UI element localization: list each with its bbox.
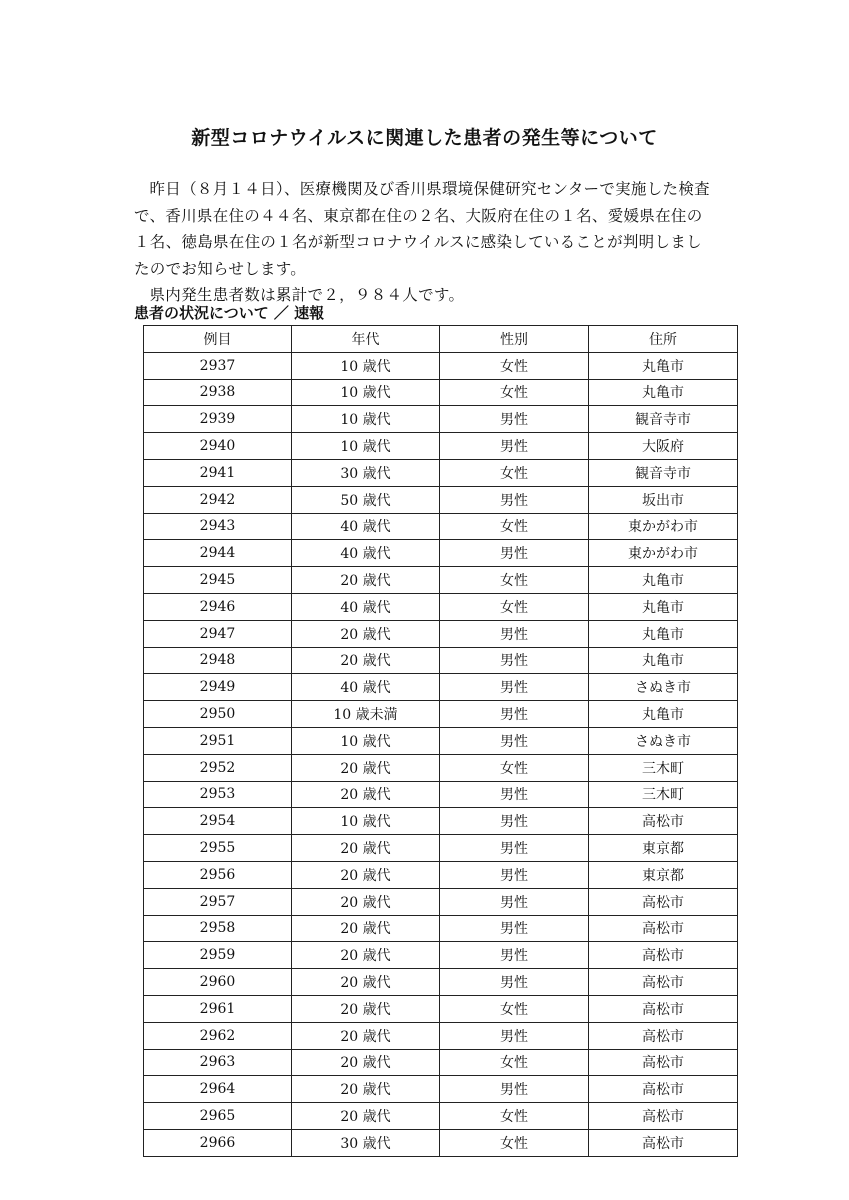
- table-row: [144, 1129, 738, 1156]
- sex-cell: 女性: [440, 593, 589, 620]
- sex-cell: 女性: [440, 459, 589, 486]
- case-number-cell: 2949: [144, 674, 292, 701]
- sex-cell: 男性: [440, 861, 589, 888]
- age-cell: 20 歳代: [292, 647, 440, 674]
- table-row: [144, 808, 738, 835]
- case-number-cell: 2950: [144, 701, 292, 728]
- age-cell: 10 歳代: [292, 808, 440, 835]
- column-header-residence: 住所: [589, 326, 738, 353]
- sex-cell: 女性: [440, 1129, 589, 1156]
- age-cell: 40 歳代: [292, 674, 440, 701]
- column-header-sex: 性別: [440, 326, 589, 353]
- residence-cell: さぬき市: [589, 674, 738, 701]
- residence-cell: 高松市: [589, 995, 738, 1022]
- case-number-cell: 2954: [144, 808, 292, 835]
- announcement-body: [134, 176, 714, 309]
- residence-cell: 高松市: [589, 969, 738, 996]
- case-number-cell: 2939: [144, 406, 292, 433]
- sex-cell: 男性: [440, 701, 589, 728]
- sex-cell: 女性: [440, 1049, 589, 1076]
- sex-cell: 男性: [440, 727, 589, 754]
- case-number-cell: 2958: [144, 915, 292, 942]
- case-number-cell: 2964: [144, 1076, 292, 1103]
- table-row: [144, 513, 738, 540]
- age-cell: 10 歳代: [292, 352, 440, 379]
- sex-cell: 女性: [440, 754, 589, 781]
- table-row: [144, 567, 738, 594]
- case-number-cell: 2941: [144, 459, 292, 486]
- sex-cell: 男性: [440, 915, 589, 942]
- page-title: 新型コロナウイルスに関連した患者の発生等について: [191, 127, 658, 149]
- case-number-cell: 2945: [144, 567, 292, 594]
- residence-cell: 観音寺市: [589, 406, 738, 433]
- age-cell: 40 歳代: [292, 593, 440, 620]
- age-cell: 10 歳代: [292, 727, 440, 754]
- case-number-cell: 2937: [144, 352, 292, 379]
- case-number-cell: 2946: [144, 593, 292, 620]
- table-row: [144, 647, 738, 674]
- case-number-cell: 2948: [144, 647, 292, 674]
- case-number-cell: 2956: [144, 861, 292, 888]
- case-number-cell: 2942: [144, 486, 292, 513]
- age-cell: 20 歳代: [292, 915, 440, 942]
- case-number-cell: 2940: [144, 433, 292, 460]
- residence-cell: 三木町: [589, 781, 738, 808]
- age-cell: 20 歳代: [292, 1022, 440, 1049]
- table-row: [144, 701, 738, 728]
- age-cell: 10 歳代: [292, 406, 440, 433]
- case-number-cell: 2963: [144, 1049, 292, 1076]
- table-row: [144, 915, 738, 942]
- table-row: [144, 1076, 738, 1103]
- age-cell: 10 歳代: [292, 433, 440, 460]
- residence-cell: 丸亀市: [589, 593, 738, 620]
- table-row: [144, 352, 738, 379]
- table-row: [144, 727, 738, 754]
- sex-cell: 男性: [440, 781, 589, 808]
- residence-cell: 大阪府: [589, 433, 738, 460]
- sex-cell: 男性: [440, 969, 589, 996]
- age-cell: 20 歳代: [292, 620, 440, 647]
- case-number-cell: 2943: [144, 513, 292, 540]
- table-row: [144, 674, 738, 701]
- residence-cell: 丸亀市: [589, 352, 738, 379]
- sex-cell: 女性: [440, 995, 589, 1022]
- residence-cell: 高松市: [589, 1022, 738, 1049]
- case-number-cell: 2957: [144, 888, 292, 915]
- residence-cell: さぬき市: [589, 727, 738, 754]
- case-number-cell: 2962: [144, 1022, 292, 1049]
- section-heading: 患者の状況について ／ 速報: [134, 304, 325, 322]
- case-number-cell: 2947: [144, 620, 292, 647]
- residence-cell: 高松市: [589, 808, 738, 835]
- sex-cell: 男性: [440, 406, 589, 433]
- case-number-cell: 2961: [144, 995, 292, 1022]
- age-cell: 40 歳代: [292, 540, 440, 567]
- table-row: [144, 781, 738, 808]
- sex-cell: 男性: [440, 1076, 589, 1103]
- age-cell: 10 歳代: [292, 379, 440, 406]
- table-row: [144, 1103, 738, 1130]
- residence-cell: 坂出市: [589, 486, 738, 513]
- residence-cell: 観音寺市: [589, 459, 738, 486]
- sex-cell: 男性: [440, 835, 589, 862]
- age-cell: 20 歳代: [292, 1076, 440, 1103]
- case-number-cell: 2960: [144, 969, 292, 996]
- table-row: [144, 1049, 738, 1076]
- table-row: [144, 754, 738, 781]
- residence-cell: 東京都: [589, 835, 738, 862]
- case-number-cell: 2951: [144, 727, 292, 754]
- table-row: [144, 379, 738, 406]
- age-cell: 40 歳代: [292, 513, 440, 540]
- age-cell: 20 歳代: [292, 754, 440, 781]
- residence-cell: 丸亀市: [589, 647, 738, 674]
- residence-cell: 丸亀市: [589, 567, 738, 594]
- sex-cell: 女性: [440, 567, 589, 594]
- age-cell: 20 歳代: [292, 567, 440, 594]
- sex-cell: 女性: [440, 1103, 589, 1130]
- sex-cell: 男性: [440, 647, 589, 674]
- residence-cell: 丸亀市: [589, 379, 738, 406]
- announcement-paragraph: 昨日（８月１４日）、医療機関及び香川県環境保健研究センターで実施した検査で、香川県在住の４４名、東京都在住の２名、大阪府在住の１名、愛媛県在住の１名、徳島県在住の１名が新型コロナウイルスに感染していることが判明しましたのでお知らせします。: [134, 180, 710, 278]
- sex-cell: 女性: [440, 379, 589, 406]
- cumulative-count-paragraph: 県内発生患者数は累計で２，９８４人です。: [149, 286, 465, 304]
- residence-cell: 東かがわ市: [589, 540, 738, 567]
- age-cell: 10 歳未満: [292, 701, 440, 728]
- table-row: [144, 888, 738, 915]
- residence-cell: 高松市: [589, 1103, 738, 1130]
- sex-cell: 男性: [440, 433, 589, 460]
- age-cell: 20 歳代: [292, 888, 440, 915]
- residence-cell: 丸亀市: [589, 701, 738, 728]
- table-body: [144, 352, 738, 1156]
- residence-cell: 高松市: [589, 1076, 738, 1103]
- sex-cell: 男性: [440, 486, 589, 513]
- case-number-cell: 2953: [144, 781, 292, 808]
- age-cell: 30 歳代: [292, 1129, 440, 1156]
- age-cell: 20 歳代: [292, 835, 440, 862]
- age-cell: 20 歳代: [292, 1049, 440, 1076]
- case-number-cell: 2944: [144, 540, 292, 567]
- residence-cell: 高松市: [589, 1129, 738, 1156]
- table-header-row: [144, 326, 738, 353]
- table-row: [144, 861, 738, 888]
- table-row: [144, 593, 738, 620]
- sex-cell: 男性: [440, 674, 589, 701]
- table-row: [144, 540, 738, 567]
- case-number-cell: 2955: [144, 835, 292, 862]
- column-header-case-number: 例目: [144, 326, 292, 353]
- table-row: [144, 969, 738, 996]
- case-number-cell: 2966: [144, 1129, 292, 1156]
- age-cell: 20 歳代: [292, 861, 440, 888]
- table-row: [144, 486, 738, 513]
- table-row: [144, 1022, 738, 1049]
- sex-cell: 女性: [440, 513, 589, 540]
- age-cell: 20 歳代: [292, 942, 440, 969]
- residence-cell: 東かがわ市: [589, 513, 738, 540]
- residence-cell: 高松市: [589, 915, 738, 942]
- table-row: [144, 835, 738, 862]
- residence-cell: 東京都: [589, 861, 738, 888]
- age-cell: 50 歳代: [292, 486, 440, 513]
- patient-table: [143, 325, 738, 1157]
- age-cell: 20 歳代: [292, 1103, 440, 1130]
- column-header-age: 年代: [292, 326, 440, 353]
- sex-cell: 男性: [440, 888, 589, 915]
- residence-cell: 高松市: [589, 942, 738, 969]
- table-row: [144, 459, 738, 486]
- table-row: [144, 406, 738, 433]
- sex-cell: 男性: [440, 620, 589, 647]
- table-row: [144, 942, 738, 969]
- age-cell: 30 歳代: [292, 459, 440, 486]
- table-row: [144, 620, 738, 647]
- age-cell: 20 歳代: [292, 781, 440, 808]
- table-row: [144, 995, 738, 1022]
- residence-cell: 丸亀市: [589, 620, 738, 647]
- case-number-cell: 2938: [144, 379, 292, 406]
- residence-cell: 高松市: [589, 888, 738, 915]
- case-number-cell: 2965: [144, 1103, 292, 1130]
- table-row: [144, 433, 738, 460]
- sex-cell: 女性: [440, 352, 589, 379]
- sex-cell: 男性: [440, 540, 589, 567]
- sex-cell: 男性: [440, 942, 589, 969]
- case-number-cell: 2959: [144, 942, 292, 969]
- case-number-cell: 2952: [144, 754, 292, 781]
- age-cell: 20 歳代: [292, 995, 440, 1022]
- sex-cell: 男性: [440, 1022, 589, 1049]
- age-cell: 20 歳代: [292, 969, 440, 996]
- residence-cell: 高松市: [589, 1049, 738, 1076]
- sex-cell: 男性: [440, 808, 589, 835]
- residence-cell: 三木町: [589, 754, 738, 781]
